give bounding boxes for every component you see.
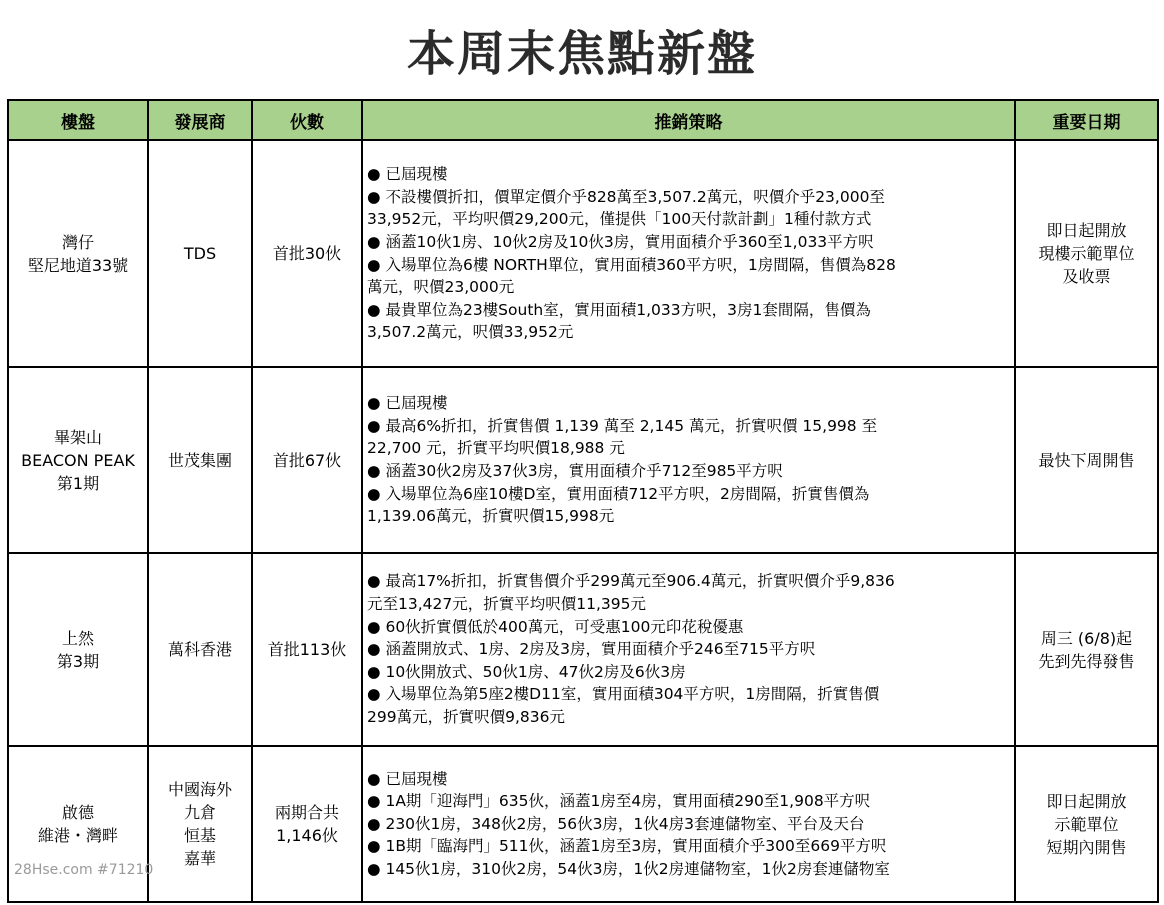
dates-cell xyxy=(1015,553,1158,746)
developer-line: 嘉華 xyxy=(183,849,216,868)
header-developer: 發展商 xyxy=(148,100,252,140)
units-line: 首批113伙 xyxy=(267,640,347,659)
strategy-line: 22,700 元，折實平均呎價18,988 元 xyxy=(367,439,625,458)
dates-cell xyxy=(1015,367,1158,553)
units-line: 首批67伙 xyxy=(272,450,342,470)
dates-line: 最快下周開售 xyxy=(1038,450,1135,470)
dates-line: 即日起開放 xyxy=(1046,791,1127,811)
strategy-line: ● 230伙1房，348伙2房，56伙3房，1伙4房3套連儲物室、平台及天台 xyxy=(367,814,865,833)
watermark: 28Hse.com #71210 xyxy=(14,862,154,878)
developer-line: 九倉 xyxy=(183,803,216,822)
estate-line: 畢架山 xyxy=(53,427,102,447)
strategy-line: ● 已屆現樓 xyxy=(367,394,448,413)
estate-cell xyxy=(8,367,148,553)
strategy-line: ● 最貴單位為23樓South室，實用面積1,033方呎，3房1套間隔，售價為 xyxy=(367,300,871,319)
strategy-line: ● 最高17%折扣，折實售價介乎299萬元至906.4萬元，折實呎價介乎9,836 xyxy=(367,572,895,591)
page-title: 本周末焦點新盤 xyxy=(406,26,757,82)
developer-line: 世茂集團 xyxy=(167,450,232,470)
strategy-line: ● 涵蓋10伙1房、10伙2房及10伙3房，實用面積介乎360至1,033平方呎 xyxy=(367,232,874,251)
table-row xyxy=(8,367,1158,553)
dates-cell xyxy=(1015,140,1158,367)
estate-line: BEACON PEAK xyxy=(21,450,135,470)
estate-line: 第3期 xyxy=(56,651,100,671)
table-row xyxy=(8,746,1158,902)
strategy-line: ● 涵蓋30伙2房及37伙3房，實用面積介乎712至985平方呎 xyxy=(367,462,783,480)
developer-cell xyxy=(148,367,252,553)
strategy-line: 33,952元，平均呎價29,200元，僅提供「100天付款計劃」1種付款方式 xyxy=(367,210,872,229)
dates-line: 及收票 xyxy=(1062,267,1111,286)
dates-cell xyxy=(1015,746,1158,902)
estate-line: 啟德 xyxy=(61,803,94,822)
dates-line: 現樓示範單位 xyxy=(1038,244,1135,263)
units-line: 首批30伙 xyxy=(272,244,342,263)
estate-cell xyxy=(8,553,148,746)
strategy-line: ● 最高6%折扣，折實售價 1,139 萬至 2,145 萬元，折實呎價 15,998 至 xyxy=(367,416,878,435)
developer-line: TDS xyxy=(183,244,217,263)
strategy-line: ● 已屆現樓 xyxy=(367,769,448,788)
strategy-line: ● 入場單位為6樓 NORTH單位，實用面積360平方呎，1房間隔，售價為828 xyxy=(367,255,896,274)
estate-cell xyxy=(8,746,148,902)
strategy-line: 萬元，呎價23,000元 xyxy=(367,278,515,297)
strategy-line: ● 10伙開放式、50伙1房、47伙2房及6伙3房 xyxy=(367,662,686,681)
units-line: 1,146伙 xyxy=(276,826,338,845)
units-cell xyxy=(252,367,362,553)
strategy-line: ● 60伙折實價低於400萬元，可受惠100元印花稅優惠 xyxy=(367,617,744,636)
table-row xyxy=(8,553,1158,746)
developer-line: 中國海外 xyxy=(167,780,232,799)
dates-line: 短期內開售 xyxy=(1046,837,1127,857)
strategy-line: 1,139.06萬元，折實呎價15,998元 xyxy=(367,507,615,526)
developer-line: 萬科香港 xyxy=(167,640,232,659)
developer-cell xyxy=(148,553,252,746)
units-cell xyxy=(252,140,362,367)
listing-table xyxy=(7,99,1159,903)
developer-cell xyxy=(148,746,252,902)
strategy-line: 3,507.2萬元，呎價33,952元 xyxy=(367,323,574,342)
strategy-cell xyxy=(362,746,1015,902)
strategy-line: ● 入場單位為第5座2樓D11室，實用面積304平方呎，1房間隔，折實售價 xyxy=(367,685,880,704)
header-estate: 樓盤 xyxy=(8,100,148,140)
strategy-cell xyxy=(362,367,1015,553)
header-dates: 重要日期 xyxy=(1015,100,1158,140)
strategy-line: 元至13,427元，折實平均呎價11,395元 xyxy=(367,595,646,614)
strategy-line: ● 1A期「迎海門」635伙，涵蓋1房至4房，實用面積290至1,908平方呎 xyxy=(367,792,871,811)
header-row xyxy=(8,100,1158,140)
developer-line: 恒基 xyxy=(183,826,216,845)
strategy-line: ● 1B期「臨海門」511伙，涵蓋1房至3房，實用面積介乎300至669平方呎 xyxy=(367,837,887,856)
table-row xyxy=(8,140,1158,367)
dates-line: 先到先得發售 xyxy=(1038,651,1135,671)
estate-line: 第1期 xyxy=(56,473,100,493)
units-line: 兩期合共 xyxy=(274,803,339,822)
strategy-line: 299萬元，折實呎價9,836元 xyxy=(367,707,565,726)
developer-cell xyxy=(148,140,252,367)
estate-line: 堅尼地道33號 xyxy=(27,255,129,275)
units-cell xyxy=(252,746,362,902)
dates-line: 周三 (6/8)起 xyxy=(1040,628,1133,648)
estate-line: 上然 xyxy=(61,628,94,648)
strategy-cell xyxy=(362,553,1015,746)
dates-line: 示範單位 xyxy=(1054,814,1119,834)
strategy-line: ● 涵蓋開放式、1房、2房及3房，實用面積介乎246至715平方呎 xyxy=(367,640,816,659)
dates-line: 即日起開放 xyxy=(1046,221,1127,240)
estate-line: 維港・灣畔 xyxy=(37,826,118,845)
strategy-line: ● 已屆現樓 xyxy=(367,165,448,184)
strategy-line: ● 入場單位為6座10樓D室，實用面積712平方呎，2房間隔，折實售價為 xyxy=(367,484,870,503)
strategy-line: ● 不設樓價折扣，價單定價介乎828萬至3,507.2萬元，呎價介乎23,000至 xyxy=(367,187,885,206)
strategy-cell xyxy=(362,140,1015,367)
units-cell xyxy=(252,553,362,746)
estate-cell xyxy=(8,140,148,367)
header-units: 伙數 xyxy=(252,100,362,140)
strategy-line: ● 145伙1房，310伙2房，54伙3房，1伙2房連儲物室，1伙2房套連儲物室 xyxy=(367,859,890,878)
header-strategy: 推銷策略 xyxy=(362,100,1015,140)
estate-line: 灣仔 xyxy=(61,232,94,252)
